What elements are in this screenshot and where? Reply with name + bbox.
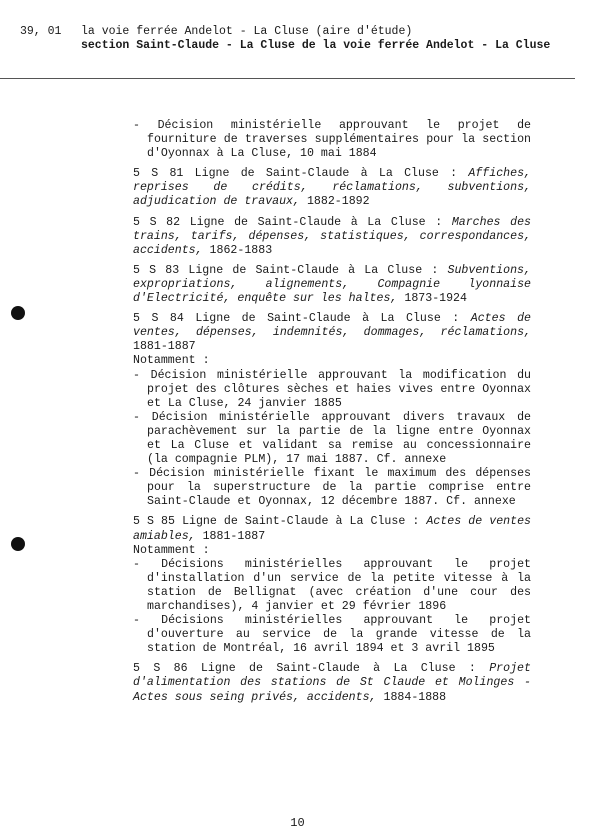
list-item: - Décisions ministérielles approuvant le projet d'installation d'un service de la petite vitesse à la station de Bellignat (avec création d'une cour des marchandises), 4 janvier et 29 février 1896 — [133, 557, 531, 613]
list-item: - Décision ministérielle fixant le maximum des dépenses pour la superstructure de la partie comprise entre Saint-Claude et Oyonnax, 12 décembre 1887. Cf. annexe — [133, 467, 531, 509]
entry-line: Ligne de Saint-Claude à La Cluse : — [200, 662, 476, 676]
notamment-label: Notamment : — [133, 354, 210, 368]
header-line-2: section Saint-Claude - La Cluse de la voie ferrée Andelot - La Cluse — [81, 39, 551, 52]
header-titles — [81, 25, 551, 53]
entry-dates: 1862-1883 — [209, 243, 273, 257]
entry-5s84 — [133, 312, 531, 354]
entry-dates: 1884-1888 — [383, 690, 447, 704]
notamment-label: Notamment : — [133, 543, 210, 557]
entry-dates: 1882-1892 — [306, 195, 370, 209]
header-line-1: la voie ferrée Andelot - La Cluse (aire d'étude) — [81, 25, 413, 38]
entry-5s86 — [133, 662, 531, 704]
entry-code: 5 S 83 — [133, 263, 180, 277]
entry-code: 5 S 82 — [133, 215, 181, 229]
entry-subject: Marches des trains, tarifs, dépenses, statistiques, correspondances, accidents, — [133, 215, 531, 257]
page-number: 10 — [290, 816, 305, 830]
entry-subject: Projet d'alimentation des stations de St Claude et Molinges - Actes sous seing privés, accidents, — [133, 662, 531, 704]
list-item: - Décision ministérielle approuvant divers travaux de parachèvement sur la partie de la ligne entre Oyonnax et La Cluse et validant sa remise au concessionnaire (la compagnie PLM), 17 mai 1887. Cf. annexe — [133, 410, 531, 467]
entry-code: 5 S 86 — [133, 662, 188, 676]
header-rule — [0, 78, 575, 79]
intro-item: - Décision ministérielle approuvant le projet de fourniture de traverses supplémentaires pour la section d'Oyonnax à La Cluse, 10 mai 1884 — [133, 119, 531, 161]
entry-line: Ligne de Saint-Claude à La Cluse : — [189, 215, 443, 229]
entry-line: Ligne de Saint-Claude à La Cluse : — [194, 167, 458, 181]
entry-5s85 — [133, 515, 531, 543]
punch-hole-bullet — [11, 306, 25, 320]
entry-line: Ligne de Saint-Claude à La Cluse : — [188, 263, 439, 277]
entry-subject: Actes de ventes amiables, — [133, 515, 531, 543]
entry-line: Ligne de Saint-Claude à La Cluse : — [195, 312, 460, 326]
header-ref: 39, 01 — [20, 25, 62, 38]
entry-subject: Subventions, expropriations, alignements, Compagnie lyonnaise d'Electricité, enquête sur les haltes, — [133, 263, 531, 306]
list-item: - Décision ministérielle approuvant la modification du projet des clôtures sèches et haies vives entre Oyonnax et La Cluse, 24 janvier 1885 — [133, 368, 531, 410]
entry-line: Ligne de Saint-Claude à La Cluse : — [182, 515, 420, 529]
document-body — [133, 119, 531, 705]
list-item: - Décisions ministérielles approuvant le projet d'ouverture au service de la grande vitesse de la station de Montréal, 16 avril 1894 et 3 avril 1895 — [133, 614, 531, 656]
entry-dates: 1881-1887 — [202, 529, 266, 543]
entry-5s83 — [133, 264, 531, 306]
entry-5s82 — [133, 216, 531, 258]
punch-hole-bullet — [11, 537, 25, 551]
entry-5s81 — [133, 167, 531, 209]
entry-code: 5 S 85 — [133, 515, 175, 529]
entry-subject: Actes de ventes, dépenses, indemnités, dommages, réclamations, — [133, 312, 531, 340]
entry-dates: 1873-1924 — [404, 292, 467, 306]
entry-dates: 1881-1887 — [133, 340, 196, 354]
entry-code: 5 S 84 — [133, 312, 184, 326]
entry-code: 5 S 81 — [133, 167, 184, 181]
entry-subject: Affiches, reprises de crédits, réclamations, subventions, adjudication de travaux, — [133, 167, 531, 209]
